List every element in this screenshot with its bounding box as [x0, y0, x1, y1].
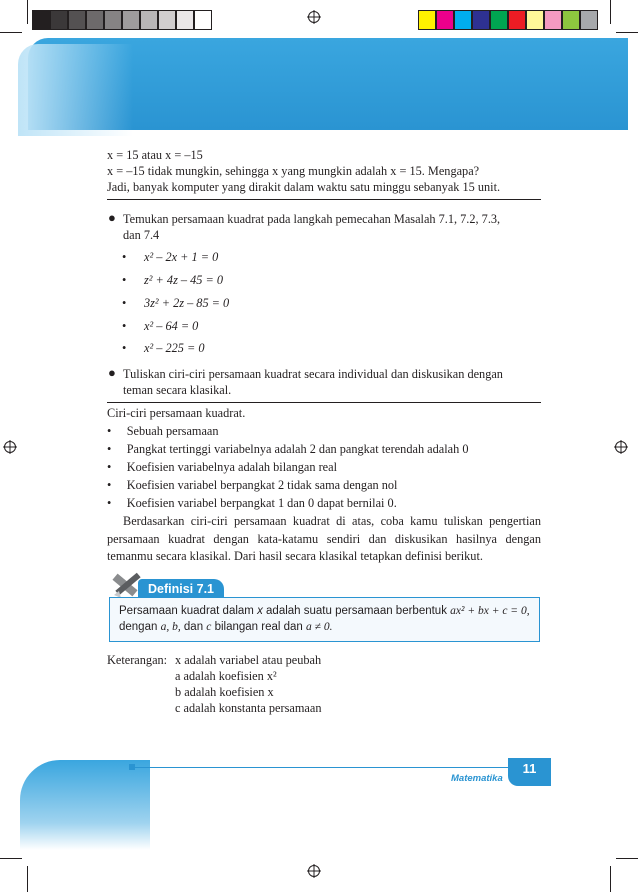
- equation-item: • x² – 64 = 0: [122, 319, 199, 333]
- color-swatch: [50, 10, 68, 30]
- registration-mark-icon: [307, 864, 321, 878]
- solution-line: x = –15 tidak mungkin, sehingga x yang mungkin adalah x = 15. Mengapa?: [107, 164, 480, 178]
- color-swatch: [472, 10, 490, 30]
- note-item: c adalah konstanta persamaan: [175, 701, 322, 715]
- color-swatch: [454, 10, 472, 30]
- equation-item: • z² + 4z – 45 = 0: [122, 273, 224, 287]
- header-banner-glow: [18, 44, 133, 136]
- footer-rule: [134, 767, 508, 768]
- color-swatch: [544, 10, 562, 30]
- color-swatch: [122, 10, 140, 30]
- solution-line: x = 15 atau x = –15: [107, 148, 203, 162]
- color-swatch: [580, 10, 598, 30]
- characteristic-item: • Koefisien variabel berpangkat 1 dan 0 dapat bernilai 0.: [107, 496, 397, 510]
- equation-item: • 3z² + 2z – 85 = 0: [122, 296, 230, 310]
- definition-line-1: Persamaan kuadrat dalam x adalah suatu persamaan berbentuk ax² + bx + c = 0,: [119, 605, 530, 617]
- color-swatch: [140, 10, 158, 30]
- task-1-text: dan 7.4: [123, 228, 160, 242]
- color-swatch: [562, 10, 580, 30]
- characteristic-item: • Koefisien variabel berpangkat 2 tidak sama dengan nol: [107, 478, 398, 492]
- registration-mark-icon: [3, 440, 17, 454]
- equation-item: • x² – 2x + 1 = 0: [122, 250, 219, 264]
- color-swatch: [86, 10, 104, 30]
- characteristic-item: • Koefisien variabelnya adalah bilangan real: [107, 460, 338, 474]
- definition-box: [109, 597, 540, 642]
- characteristic-item: • Sebuah persamaan: [107, 424, 219, 438]
- note-item: a adalah koefisien x²: [175, 669, 277, 683]
- registration-mark-icon: [307, 10, 321, 24]
- color-swatch: [176, 10, 194, 30]
- color-swatch: [490, 10, 508, 30]
- task-1-text: Temukan persamaan kuadrat pada langkah pemecahan Masalah 7.1, 7.2, 7.3,: [123, 212, 501, 226]
- note-item: x adalah variabel atau peubah: [175, 653, 322, 667]
- equation: x² – 225 = 0: [144, 341, 205, 355]
- task-2-text: teman secara klasikal.: [123, 383, 232, 397]
- color-swatch: [194, 10, 212, 30]
- equation: z² + 4z – 45 = 0: [144, 273, 224, 287]
- page-number: 11: [508, 758, 551, 786]
- bullet-icon: ●: [108, 365, 116, 380]
- divider: [107, 199, 541, 200]
- color-swatch: [158, 10, 176, 30]
- color-swatch: [418, 10, 436, 30]
- color-swatch: [508, 10, 526, 30]
- color-swatch: [436, 10, 454, 30]
- characteristic-item: • Pangkat tertinggi variabelnya adalah 2 dan pangkat terendah adalah 0: [107, 442, 469, 456]
- solution-conclusion: Jadi, banyak komputer yang dirakit dalam waktu satu minggu sebanyak 15 unit.: [107, 180, 501, 194]
- equation: x² – 2x + 1 = 0: [144, 250, 219, 264]
- characteristics-heading: Ciri-ciri persamaan kuadrat.: [107, 406, 246, 420]
- equation-item: • x² – 225 = 0: [122, 341, 205, 355]
- footer-subject: Matematika: [451, 773, 503, 784]
- definition-intro-paragraph: Berdasarkan ciri-ciri persamaan kuadrat di atas, coba kamu tuliskan pengertian persamaan kuadrat dengan kata-katamu sendiri dan diskusikan hasilnya dengan temanmu secara klasikal. Dari hasil secara klasikal tetapkan definisi berikut.: [107, 514, 541, 563]
- footer-decoration: [20, 760, 150, 850]
- divider: [107, 402, 541, 403]
- note-item: b adalah koefisien x: [175, 685, 274, 699]
- definition-title: Definisi 7.1: [138, 579, 224, 600]
- equation: x² – 64 = 0: [144, 319, 199, 333]
- color-swatch: [104, 10, 122, 30]
- definition-line-2: dengan a, b, dan c bilangan real dan a ≠ 0.: [119, 621, 333, 633]
- color-swatch: [526, 10, 544, 30]
- bullet-icon: ●: [108, 210, 116, 225]
- task-2-text: Tuliskan ciri-ciri persamaan kuadrat secara individual dan diskusikan dengan: [123, 367, 503, 381]
- color-swatch: [32, 10, 50, 30]
- equation: 3z² + 2z – 85 = 0: [144, 296, 230, 310]
- color-swatch: [68, 10, 86, 30]
- notes-label: Keterangan:: [107, 653, 168, 667]
- registration-mark-icon: [614, 440, 628, 454]
